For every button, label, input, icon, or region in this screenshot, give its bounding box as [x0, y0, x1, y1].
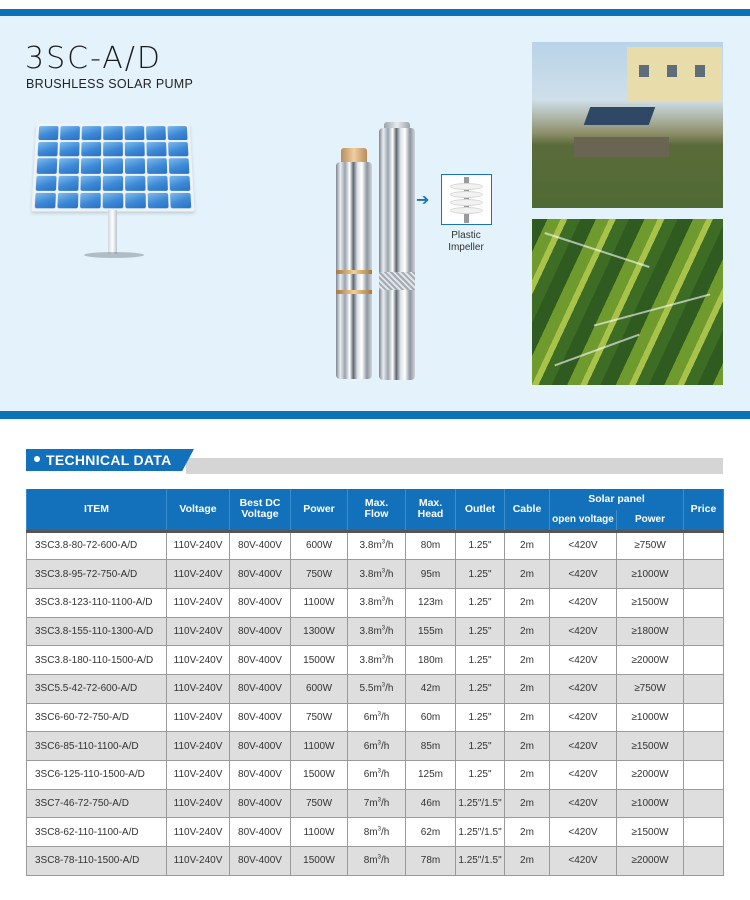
cell-open-voltage: <420V — [550, 588, 617, 617]
col-header-item: ITEM — [27, 489, 167, 531]
cell-power: 1100W — [291, 818, 348, 847]
cell-outlet: 1.25"/1.5" — [456, 818, 505, 847]
field-sprinkler-irrigation-photo — [532, 219, 723, 385]
solar-cell — [103, 175, 123, 190]
cell-voltage: 110V-240V — [167, 617, 230, 646]
cell-best-dc: 80V-400V — [230, 732, 291, 761]
pump-left-brass-ring-lower — [336, 290, 372, 294]
cell-price — [684, 674, 724, 703]
hero-bottom-bar — [0, 411, 750, 419]
cell-head: 42m — [406, 674, 456, 703]
cell-flow: $6m^3/h$ — [348, 703, 406, 732]
cell-flow: $8m^3/h$ — [348, 847, 406, 876]
cell-outlet: 1.25" — [456, 531, 505, 560]
cell-outlet: 1.25" — [456, 560, 505, 589]
cell-flow: $3.8m^3/h$ — [348, 646, 406, 675]
cell-outlet: 1.25"/1.5" — [456, 789, 505, 818]
solar-cell — [125, 142, 145, 157]
solar-panel-illustration — [34, 118, 194, 268]
solar-cell — [38, 142, 58, 157]
cell-best-dc: 80V-400V — [230, 531, 291, 560]
flow-unit: $m^3/h$ — [369, 711, 390, 723]
pump-right-image — [379, 128, 415, 380]
cell-panel-power: ≥750W — [617, 674, 684, 703]
cell-panel-power: ≥2000W — [617, 847, 684, 876]
solar-cell — [167, 126, 187, 140]
cell-panel-power: ≥2000W — [617, 761, 684, 790]
cell-power: 600W — [291, 674, 348, 703]
cell-open-voltage: <420V — [550, 847, 617, 876]
solar-cell — [82, 126, 102, 140]
cell-item: 3SC3.8-180-110-1500-A/D — [27, 646, 167, 675]
cell-flow: $3.8m^3/h$ — [348, 560, 406, 589]
cell-head: 78m — [406, 847, 456, 876]
product-subtitle: BRUSHLESS SOLAR PUMP — [26, 77, 194, 91]
cell-voltage: 110V-240V — [167, 646, 230, 675]
cell-price — [684, 847, 724, 876]
cell-open-voltage: <420V — [550, 732, 617, 761]
cell-flow: $6m^3/h$ — [348, 732, 406, 761]
cell-voltage: 110V-240V — [167, 531, 230, 560]
col-header-solar-panel: Solar panel — [550, 489, 684, 510]
solar-cell — [81, 159, 101, 174]
impeller-disc — [450, 207, 483, 214]
solar-cell — [35, 193, 56, 209]
cell-head: 123m — [406, 588, 456, 617]
cell-cable: 2m — [505, 789, 550, 818]
cell-outlet: 1.25"/1.5" — [456, 847, 505, 876]
impeller-disc — [450, 183, 483, 190]
cell-item: 3SC8-62-110-1100-A/D — [27, 818, 167, 847]
cell-head: 46m — [406, 789, 456, 818]
flow-unit: $m^3/h$ — [373, 625, 394, 637]
cell-power: 1500W — [291, 847, 348, 876]
cell-best-dc: 80V-400V — [230, 674, 291, 703]
cell-outlet: 1.25" — [456, 674, 505, 703]
cell-panel-power: ≥1500W — [617, 732, 684, 761]
cell-panel-power: ≥1500W — [617, 818, 684, 847]
cell-panel-power: ≥1800W — [617, 617, 684, 646]
cell-open-voltage: <420V — [550, 674, 617, 703]
cell-open-voltage: <420V — [550, 818, 617, 847]
cell-flow: $3.8m^3/h$ — [348, 617, 406, 646]
solar-cell — [103, 193, 124, 209]
cell-outlet: 1.25" — [456, 617, 505, 646]
cell-item: 3SC8-78-110-1500-A/D — [27, 847, 167, 876]
cell-panel-power: ≥1000W — [617, 789, 684, 818]
cell-flow: $5.5m^3/h$ — [348, 674, 406, 703]
solar-cell — [103, 142, 123, 157]
cell-cable: 2m — [505, 818, 550, 847]
cell-open-voltage: <420V — [550, 646, 617, 675]
section-header-rule — [186, 458, 723, 474]
cell-cable: 2m — [505, 617, 550, 646]
cell-cable: 2m — [505, 847, 550, 876]
cell-head: 95m — [406, 560, 456, 589]
flow-unit: $m^3/h$ — [373, 568, 394, 580]
impeller-disc — [450, 191, 483, 198]
solar-cell — [81, 142, 101, 157]
cell-cable: 2m — [505, 761, 550, 790]
solar-cell — [60, 126, 80, 140]
cell-power: 1100W — [291, 588, 348, 617]
bullet-icon — [34, 456, 40, 462]
solar-cell — [168, 142, 188, 157]
cell-panel-power: ≥750W — [617, 531, 684, 560]
cell-item: 3SC6-60-72-750-A/D — [27, 703, 167, 732]
solar-cell — [103, 126, 123, 140]
solar-cell — [59, 159, 79, 174]
cell-head: 180m — [406, 646, 456, 675]
cell-open-voltage: <420V — [550, 761, 617, 790]
cell-voltage: 110V-240V — [167, 560, 230, 589]
cell-item: 3SC7-46-72-750-A/D — [27, 789, 167, 818]
cell-best-dc: 80V-400V — [230, 560, 291, 589]
cell-best-dc: 80V-400V — [230, 818, 291, 847]
cell-flow: $7m^3/h$ — [348, 789, 406, 818]
impeller-disc — [450, 199, 483, 206]
technical-data-table — [26, 489, 724, 876]
cell-open-voltage: <420V — [550, 560, 617, 589]
table-row — [27, 789, 724, 818]
col-header-voltage: Voltage — [167, 489, 230, 531]
table-row — [27, 674, 724, 703]
solar-cell — [147, 175, 168, 190]
impeller-label-line1: Plastic — [451, 230, 481, 241]
cell-panel-power: ≥1000W — [617, 560, 684, 589]
pump-left-brass-ring-upper — [336, 270, 372, 274]
cell-outlet: 1.25" — [456, 761, 505, 790]
solar-cell — [125, 126, 145, 140]
solar-cell — [38, 126, 58, 140]
flow-unit: $m^3/h$ — [373, 654, 394, 666]
cell-price — [684, 560, 724, 589]
cell-price — [684, 703, 724, 732]
flow-unit: $m^3/h$ — [369, 797, 390, 810]
solar-cell — [147, 159, 167, 174]
cell-voltage: 110V-240V — [167, 588, 230, 617]
pond-solar-installation-photo — [532, 42, 723, 208]
cell-price — [684, 818, 724, 847]
cell-voltage: 110V-240V — [167, 732, 230, 761]
table-row — [27, 531, 724, 560]
cell-outlet: 1.25" — [456, 588, 505, 617]
solar-cell — [125, 159, 145, 174]
table-row — [27, 761, 724, 790]
cell-voltage: 110V-240V — [167, 703, 230, 732]
cell-open-voltage: <420V — [550, 617, 617, 646]
col-header-price: Price — [684, 489, 724, 531]
cell-power: 1300W — [291, 617, 348, 646]
impeller-label-line2: Impeller — [448, 242, 484, 253]
impeller-label — [436, 230, 496, 254]
flow-unit: $m^3/h$ — [369, 826, 390, 838]
cell-panel-power: ≥2000W — [617, 646, 684, 675]
solar-cell — [58, 175, 79, 190]
cell-power: 600W — [291, 531, 348, 560]
cell-best-dc: 80V-400V — [230, 761, 291, 790]
cell-best-dc: 80V-400V — [230, 847, 291, 876]
cell-flow: $6m^3/h$ — [348, 761, 406, 790]
cell-item: 3SC3.8-155-110-1300-A/D — [27, 617, 167, 646]
cell-cable: 2m — [505, 646, 550, 675]
solar-cell — [169, 175, 190, 190]
table-row — [27, 818, 724, 847]
technical-data-rows — [27, 531, 724, 875]
cell-head: 85m — [406, 732, 456, 761]
col-header-power: Power — [291, 489, 348, 531]
solar-cell — [146, 126, 166, 140]
col-header-outlet: Outlet — [456, 489, 505, 531]
solar-cell — [59, 142, 79, 157]
solar-cell — [80, 193, 101, 209]
col-header-best-dc-voltage: Best DC Voltage — [230, 489, 291, 531]
cell-head: 62m — [406, 818, 456, 847]
solar-cell — [36, 175, 57, 190]
cell-item: 3SC3.8-80-72-600-A/D — [27, 531, 167, 560]
table-row — [27, 560, 724, 589]
cell-outlet: 1.25" — [456, 703, 505, 732]
flow-unit: $m^3/h$ — [373, 540, 394, 552]
table-row — [27, 732, 724, 761]
solar-cell — [169, 159, 190, 174]
cell-outlet: 1.25" — [456, 646, 505, 675]
cell-voltage: 110V-240V — [167, 674, 230, 703]
cell-power: 1100W — [291, 732, 348, 761]
table-row — [27, 617, 724, 646]
cell-cable: 2m — [505, 560, 550, 589]
cell-panel-power: ≥1500W — [617, 588, 684, 617]
cell-best-dc: 80V-400V — [230, 646, 291, 675]
section-title-text: TECHNICAL DATA — [46, 452, 172, 468]
cell-panel-power: ≥1000W — [617, 703, 684, 732]
cell-item: 3SC3.8-95-72-750-A/D — [27, 560, 167, 589]
cell-best-dc: 80V-400V — [230, 703, 291, 732]
cell-outlet: 1.25" — [456, 732, 505, 761]
solar-panel-cells — [31, 123, 194, 211]
cell-cable: 2m — [505, 732, 550, 761]
cell-power: 750W — [291, 703, 348, 732]
cell-price — [684, 588, 724, 617]
top-accent-bar — [0, 9, 750, 16]
solar-cell — [57, 193, 78, 209]
cell-open-voltage: <420V — [550, 531, 617, 560]
cell-price — [684, 617, 724, 646]
table-row — [27, 646, 724, 675]
section-title — [34, 452, 172, 468]
solar-cell — [146, 142, 166, 157]
cell-item: 3SC5.5-42-72-600-A/D — [27, 674, 167, 703]
solar-cell — [103, 159, 123, 174]
cell-price — [684, 732, 724, 761]
cell-head: 80m — [406, 531, 456, 560]
table-row — [27, 588, 724, 617]
flow-unit: $m^3/h$ — [373, 682, 394, 695]
cell-open-voltage: <420V — [550, 703, 617, 732]
cell-flow: $8m^3/h$ — [348, 818, 406, 847]
cell-voltage: 110V-240V — [167, 847, 230, 876]
product-title: 3SC-A/D — [25, 41, 162, 76]
flow-unit: $m^3/h$ — [373, 596, 394, 609]
solar-cell — [170, 193, 191, 209]
cell-price — [684, 789, 724, 818]
cell-power: 750W — [291, 560, 348, 589]
pump-right-inlet-mesh — [379, 272, 415, 290]
table-row — [27, 703, 724, 732]
col-header-max-head: Max. Head — [406, 489, 456, 531]
col-header-open-voltage: open voltage — [550, 510, 617, 531]
cell-head: 155m — [406, 617, 456, 646]
cell-best-dc: 80V-400V — [230, 617, 291, 646]
cell-item: 3SC6-85-110-1100-A/D — [27, 732, 167, 761]
solar-panel-pole — [108, 210, 117, 254]
cell-cable: 2m — [505, 703, 550, 732]
cell-voltage: 110V-240V — [167, 818, 230, 847]
col-header-solar-power: Power — [617, 510, 684, 531]
cell-cable: 2m — [505, 531, 550, 560]
cell-flow: $3.8m^3/h$ — [348, 588, 406, 617]
flow-unit: $m^3/h$ — [369, 769, 390, 781]
cell-head: 60m — [406, 703, 456, 732]
cell-power: 750W — [291, 789, 348, 818]
cell-price — [684, 646, 724, 675]
col-header-cable: Cable — [505, 489, 550, 531]
cell-power: 1500W — [291, 761, 348, 790]
arrow-right-icon: ➔ — [416, 192, 430, 209]
solar-cell — [125, 175, 145, 190]
solar-cell — [125, 193, 146, 209]
flow-unit: $m^3/h$ — [369, 855, 390, 867]
table-row — [27, 847, 724, 876]
cell-open-voltage: <420V — [550, 789, 617, 818]
cell-power: 1500W — [291, 646, 348, 675]
cell-price — [684, 531, 724, 560]
photo-platform — [574, 137, 669, 157]
technical-data-section-header — [26, 449, 723, 474]
cell-cable: 2m — [505, 674, 550, 703]
solar-cell — [37, 159, 58, 174]
solar-cell — [80, 175, 100, 190]
flow-unit: $m^3/h$ — [369, 740, 390, 752]
cell-best-dc: 80V-400V — [230, 588, 291, 617]
photo-building — [627, 47, 722, 102]
cell-cable: 2m — [505, 588, 550, 617]
cell-price — [684, 761, 724, 790]
cell-best-dc: 80V-400V — [230, 789, 291, 818]
cell-voltage: 110V-240V — [167, 761, 230, 790]
col-header-max-flow: Max. Flow — [348, 489, 406, 531]
solar-panel-shadow — [84, 252, 144, 258]
cell-voltage: 110V-240V — [167, 789, 230, 818]
solar-cell — [148, 193, 169, 209]
cell-head: 125m — [406, 761, 456, 790]
cell-flow: $3.8m^3/h$ — [348, 531, 406, 560]
cell-item: 3SC3.8-123-110-1100-A/D — [27, 588, 167, 617]
cell-item: 3SC6-125-110-1500-A/D — [27, 761, 167, 790]
photo-solar-array — [584, 107, 656, 125]
plastic-impeller-image — [441, 174, 492, 225]
